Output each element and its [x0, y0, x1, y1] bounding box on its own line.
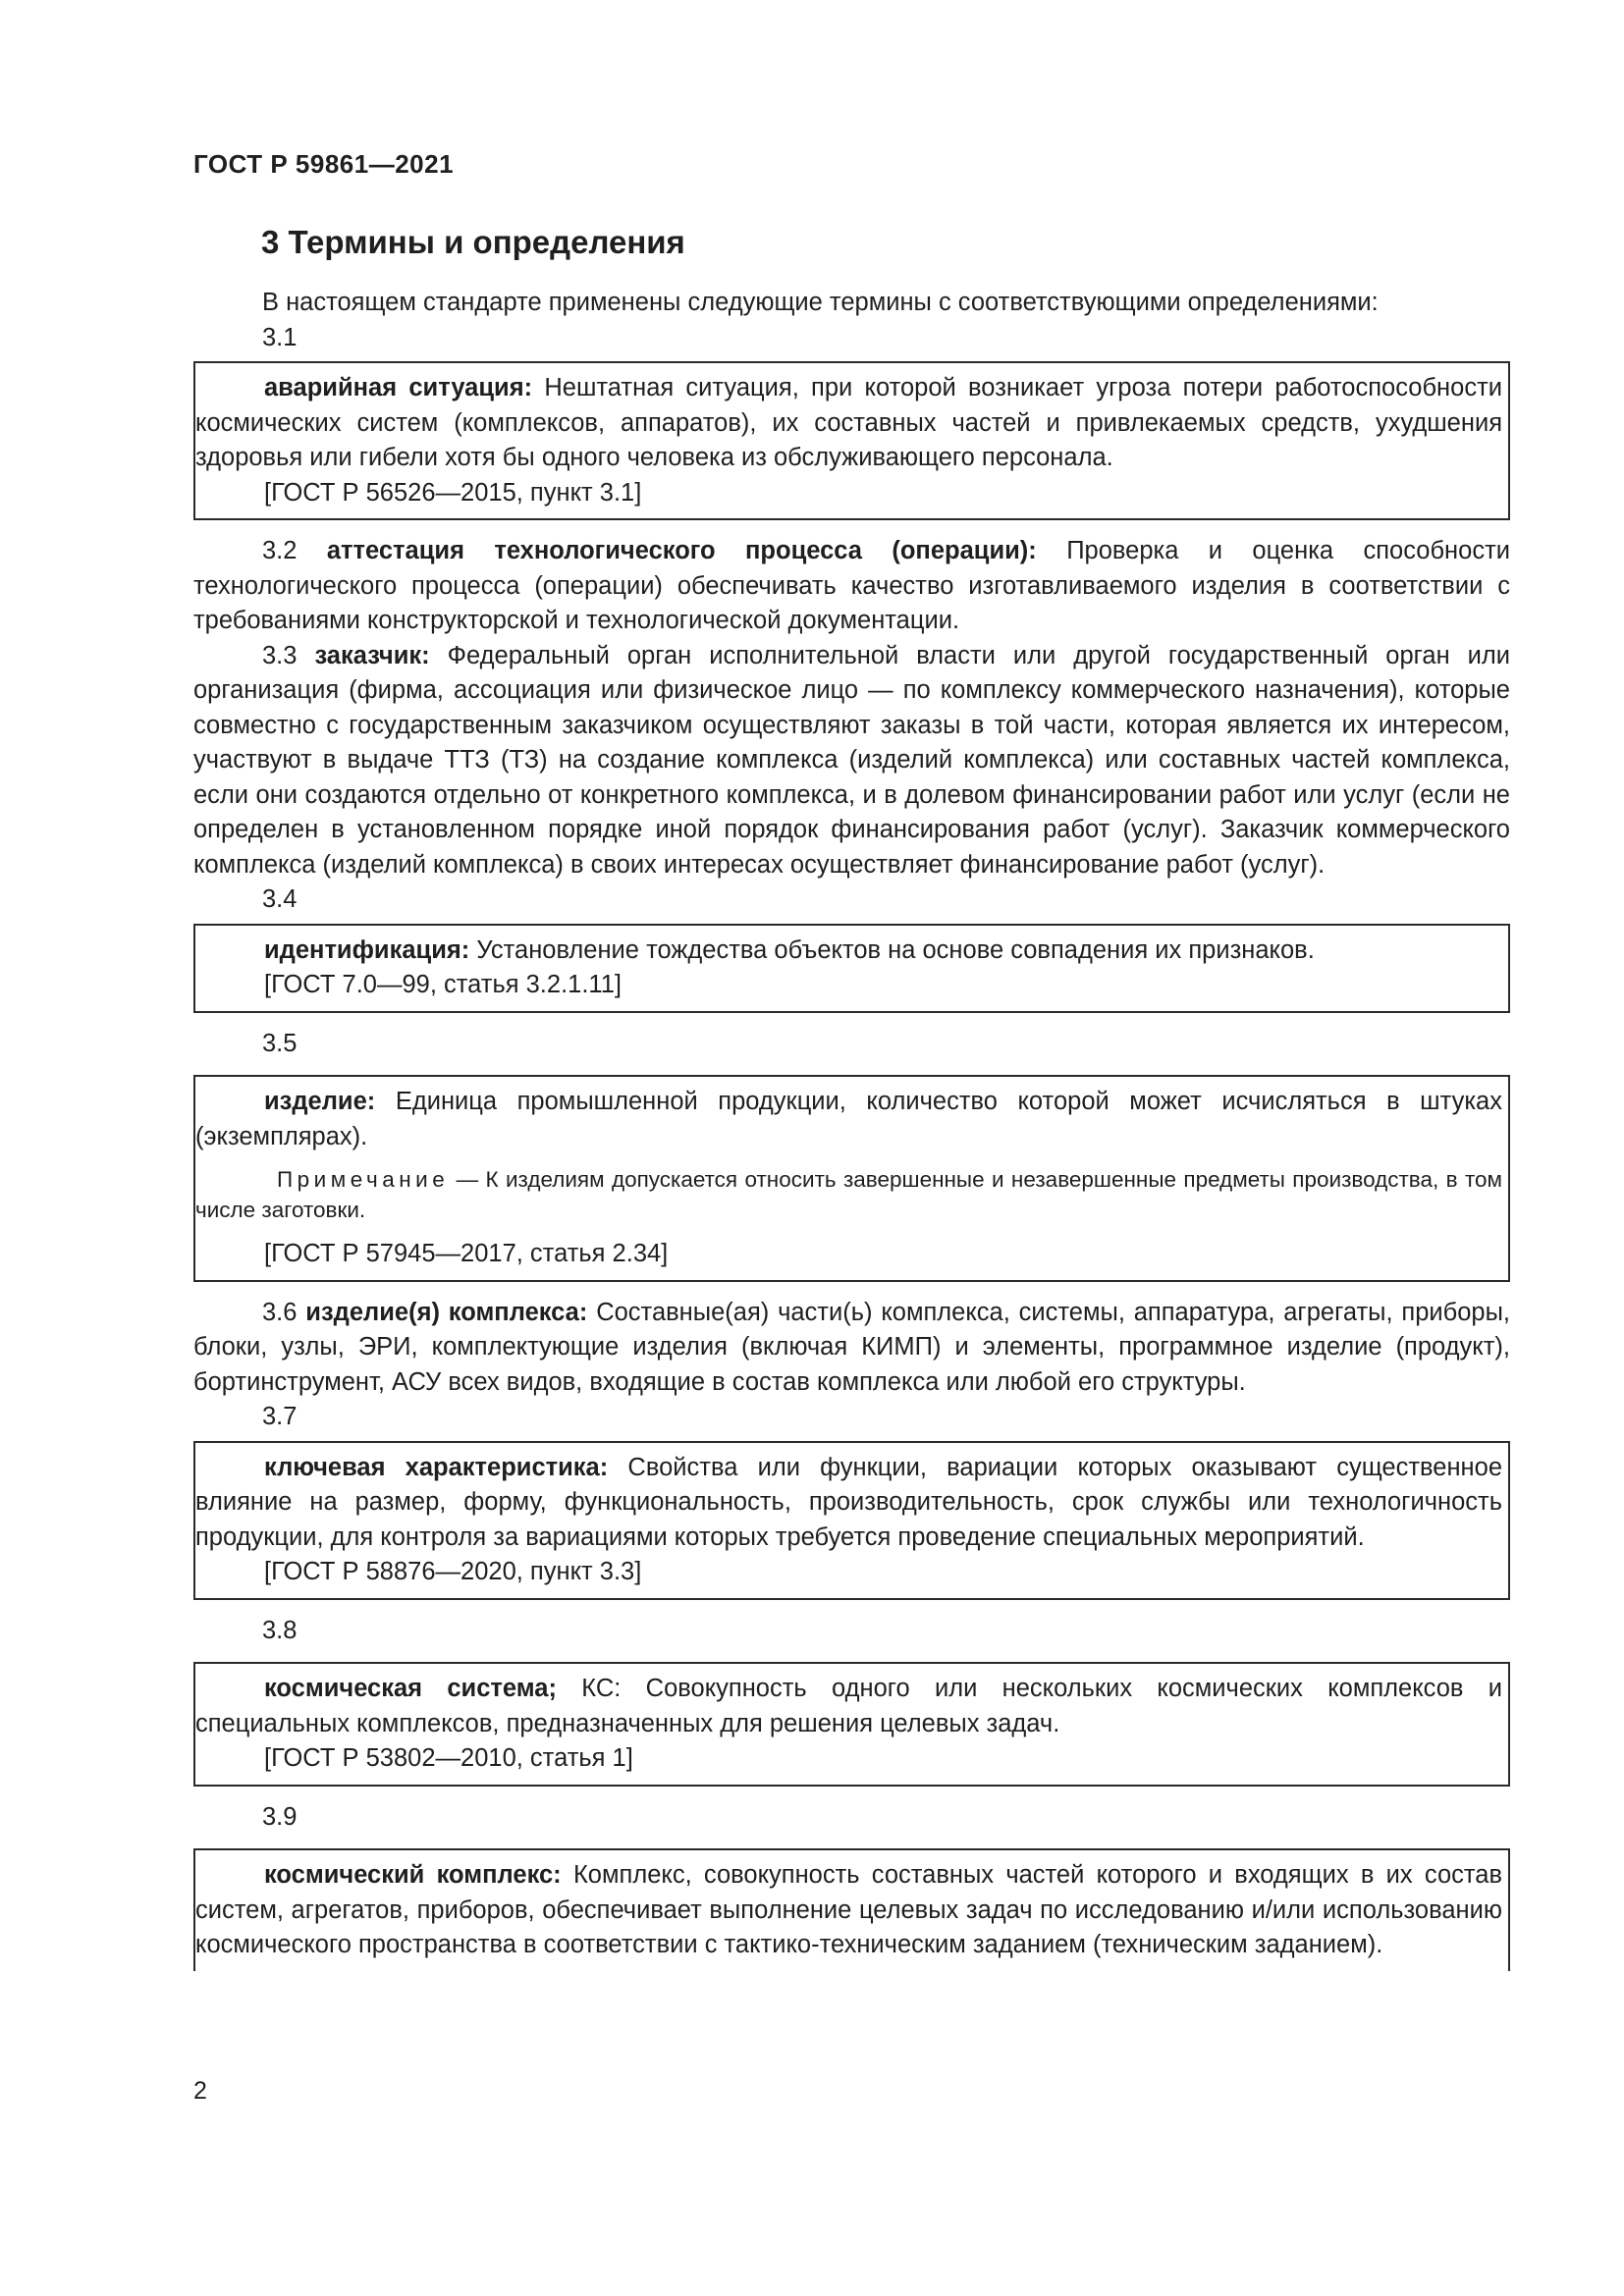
entry-number-3-9: 3.9 — [262, 1802, 298, 1831]
term-box-3-9 — [193, 1848, 1510, 1971]
definition-3-3: Федеральный орган исполнительной власти или другой государственный орган или организация (фирма, ассоциация или физическое лицо — по комплексу коммерческого назначения), которые совместно с государственным заказчиком осуществляют заказы в той части, которая является их интересом, участвуют в выдаче ТТЗ (ТЗ) на создание комплекса (изделий комплекса) или составных частей комплекса, если они создаются отдельно от конкретного комплекса, и в долевом финансировании работ или услуг (если не определен в установленном порядке иной порядок финансирования работ (услуг). Заказчик коммерческого комплекса (изделий комплекса) в своих интересах осуществляет финансирование работ (услуг). — [193, 641, 1511, 879]
source-3-8: [ГОСТ Р 53802—2010, статья 1] — [264, 1744, 633, 1772]
definition-3-8: Совокупность одного или нескольких космических комплексов и специальных комплексов, предназначенных для решения целевых задач. — [195, 1675, 1503, 1737]
definition-3-1: Нештатная ситуация, при которой возникает угроза потери работоспособности космических систем (комплексов, аппаратов), их составных частей и привлекаемых средств, ухудшения здоровья или гибели хотя бы одного человека из обслуживающего персонала. — [195, 374, 1502, 471]
term-3-5: изделие: — [264, 1088, 376, 1115]
definition-3-9: Комплекс, совокупность составных частей которого и входящих в их состав систем, агрегатов, приборов, обеспечивает выполнение целевых задач по исследованию и/или использованию космического пространства в соответствии с тактико-техническим заданием (техническим заданием). — [195, 1861, 1502, 1958]
entry-3-5 — [195, 1085, 1508, 1154]
source-3-5: [ГОСТ Р 57945—2017, статья 2.34] — [264, 1240, 669, 1267]
page-number: 2 — [193, 2077, 207, 2105]
source-3-7: [ГОСТ Р 58876—2020, пункт 3.3] — [264, 1558, 642, 1585]
entry-number-3-8: 3.8 — [262, 1616, 298, 1644]
note-label: Примечание — [277, 1167, 450, 1192]
note-3-5 — [195, 1164, 1508, 1225]
entry-number-3-2: 3.2 — [262, 537, 298, 564]
entry-number-3-4: 3.4 — [262, 885, 298, 913]
term-3-2: аттестация технологического процесса (операции): — [326, 537, 1037, 564]
source-3-4: [ГОСТ 7.0—99, статья 3.2.1.11] — [264, 971, 622, 998]
term-3-6: изделие(я) комплекса: — [305, 1298, 588, 1326]
entry-3-4 — [195, 934, 1508, 969]
entry-number-3-5: 3.5 — [262, 1029, 298, 1057]
definition-3-6: Составные(ая) части(ь) комплекса, системы, аппаратура, агрегаты, приборы, блоки, узлы, ЭРИ, комплектующие изделия (включая КИМП) и элементы, программное изделие (продукт), бортинструмент, АСУ всех видов, входящие в состав комплекса или любой его структуры. — [193, 1298, 1511, 1396]
entry-number-3-1: 3.1 — [262, 323, 298, 351]
term-box-3-8 — [193, 1662, 1510, 1787]
entry-3-7 — [195, 1451, 1508, 1556]
term-3-4: идентификация: — [264, 935, 470, 964]
entry-3-2 — [193, 534, 1510, 639]
source-3-1: [ГОСТ Р 56526—2015, пункт 3.1] — [264, 478, 642, 507]
term-3-7: ключевая характеристика: — [264, 1453, 609, 1481]
definition-3-7: Свойства или функции, вариации которых оказывают существенное влияние на размер, форму, функциональность, производительность, срок службы или технологичность продукции, для контроля за вариациями которых требуется проведение специальных мероприятий. — [195, 1453, 1503, 1551]
entry-number-3-7: 3.7 — [262, 1403, 298, 1430]
definition-3-5: Единица промышленной продукции, количество которой может исчисляться в штуках (экземплярах). — [195, 1088, 1502, 1150]
section-title: 3 Термины и определения — [261, 224, 685, 260]
term-box-3-4 — [193, 924, 1510, 1013]
definition-3-4: Установление тождества объектов на основе совпадения их признаков. — [476, 935, 1315, 964]
entry-3-3 — [193, 639, 1510, 883]
entry-3-9 — [195, 1858, 1508, 1963]
entry-3-6 — [193, 1296, 1510, 1401]
entry-number-3-6: 3.6 — [262, 1298, 298, 1326]
abbr-3-8: КС: — [556, 1675, 622, 1702]
entry-number-3-3: 3.3 — [262, 641, 298, 669]
term-box-3-7 — [193, 1441, 1510, 1600]
term-box-3-5 — [193, 1075, 1510, 1282]
entry-3-1 — [195, 371, 1508, 476]
terms-list — [193, 286, 1510, 1971]
document-code: ГОСТ Р 59861—2021 — [193, 149, 455, 179]
definition-3-2: Проверка и оценка способности технологического процесса (операции) обеспечивать качество изготавливаемого изделия в соответствии с требованиями конструкторской и технологической документации. — [193, 537, 1510, 634]
intro-text: В настоящем стандарте применены следующие термины с соответствующими определениями: — [262, 289, 1379, 316]
term-3-3: заказчик: — [314, 641, 430, 669]
note-text: — К изделиям допускается относить завершенные и незавершенные предметы производства, в том числе заготовки. — [195, 1167, 1502, 1222]
entry-3-8 — [195, 1672, 1508, 1741]
term-3-1: аварийная ситуация: — [264, 374, 533, 401]
term-3-8: космическая система; — [264, 1675, 557, 1702]
term-3-9: космический комплекс: — [264, 1861, 562, 1889]
term-box-3-1 — [193, 361, 1510, 520]
